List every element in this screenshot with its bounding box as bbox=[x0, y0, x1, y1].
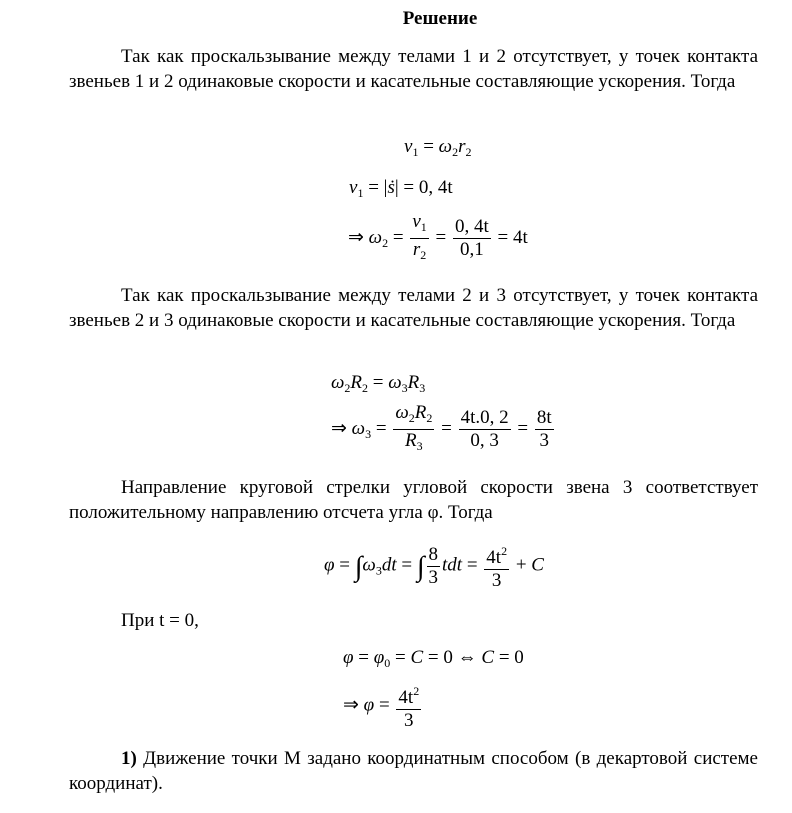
equation-phi-integral: $\varphi = \int\omega_3dt$ = ∫ $\frac{8}{3}$ tdt = $\frac{4t^2}{3}$ + C bbox=[324, 540, 544, 592]
fraction-omega3 bbox=[535, 407, 554, 452]
omega3-num: 8t bbox=[536, 407, 552, 428]
paragraph-4: При t = 0, bbox=[121, 610, 199, 631]
item-number: 1) bbox=[121, 748, 137, 769]
page-title: Решение bbox=[402, 8, 478, 29]
paragraph-5-text: Движение точки M задано координатным способом (в декартовой системе координат). bbox=[69, 748, 758, 794]
int-den: 3 bbox=[428, 566, 438, 588]
equation-omega2R2-omega3R3: $\omega_2R_2 = \omega_3R_3$ bbox=[331, 372, 426, 395]
final-num: 4t bbox=[398, 687, 414, 708]
equation-phi0: $\varphi = \varphi_0 = C = 0$ ⇔ C = 0 bbox=[343, 647, 524, 670]
final-exp: 2 bbox=[413, 684, 420, 698]
v1-value: 0, 4t bbox=[418, 177, 453, 198]
int-num: 8 bbox=[428, 543, 438, 565]
paragraph-2: Так как проскальзывание между телами 2 и 3 отсутствует, у точек контакта звеньев 2 и 3 одинаковые скорости и касательные составляющие ускорения. Тогда bbox=[69, 285, 758, 331]
fraction-values bbox=[459, 407, 511, 452]
phi-den: 3 bbox=[491, 570, 502, 591]
omega3-den: 3 bbox=[539, 430, 549, 451]
fraction-den-2: 0, 3 bbox=[470, 430, 499, 451]
paragraph-3: Направление круговой стрелки угловой скорости звена 3 соответствует положительному направлению отсчета угла φ. Тогда bbox=[69, 477, 758, 523]
equation-omega2: ⇒ $\omega_2$ = $\frac{v_1}{r_2}$ = $\frac{0, 4t}{0,1}$ = 4t bbox=[348, 211, 528, 266]
fraction-den: 0,1 bbox=[459, 239, 484, 260]
fraction-num-2: 4t.0, 2 bbox=[460, 407, 509, 428]
fraction-final bbox=[396, 680, 421, 732]
phi-exp: 2 bbox=[501, 544, 508, 558]
fraction-8-3 bbox=[427, 544, 441, 589]
fraction-v1-r2: $\frac{v_1}{r_2}$ bbox=[412, 211, 427, 262]
equation-omega3: ⇒ $\omega_3$ = $\frac{\omega_2R_2}{R_3}$ = $\frac{4t.0, 2}{0, 3}$ = $\frac{8t}{3}$ bbox=[331, 402, 556, 457]
fraction-4t2-3 bbox=[484, 540, 509, 592]
fraction-num: 0, 4t bbox=[454, 216, 489, 237]
equation-phi-final: ⇒ φ = $\frac{4t^2}{3}$ bbox=[343, 680, 423, 732]
equation-v1-value: $v_1$ = |ṡ| = 0, 4t bbox=[349, 177, 453, 200]
final-den: 3 bbox=[404, 710, 414, 731]
omega2-result: 4t bbox=[512, 226, 528, 248]
fraction-omega2R2-R3: $\frac{\omega_2R_2}{R_3}$ bbox=[395, 402, 433, 453]
paragraph-1: Так как проскальзывание между телами 1 и 2 отсутствует, у точек контакта звеньев 1 и 2 одинаковые скорости и касательные составляющие ускорения. Тогда bbox=[69, 46, 758, 92]
paragraph-5 bbox=[69, 746, 758, 796]
phi-num: 4t bbox=[486, 547, 502, 568]
equation-v1-omega2-r2: $v_1 = \omega_2r_2$ bbox=[404, 136, 472, 159]
fraction-value bbox=[453, 216, 491, 261]
